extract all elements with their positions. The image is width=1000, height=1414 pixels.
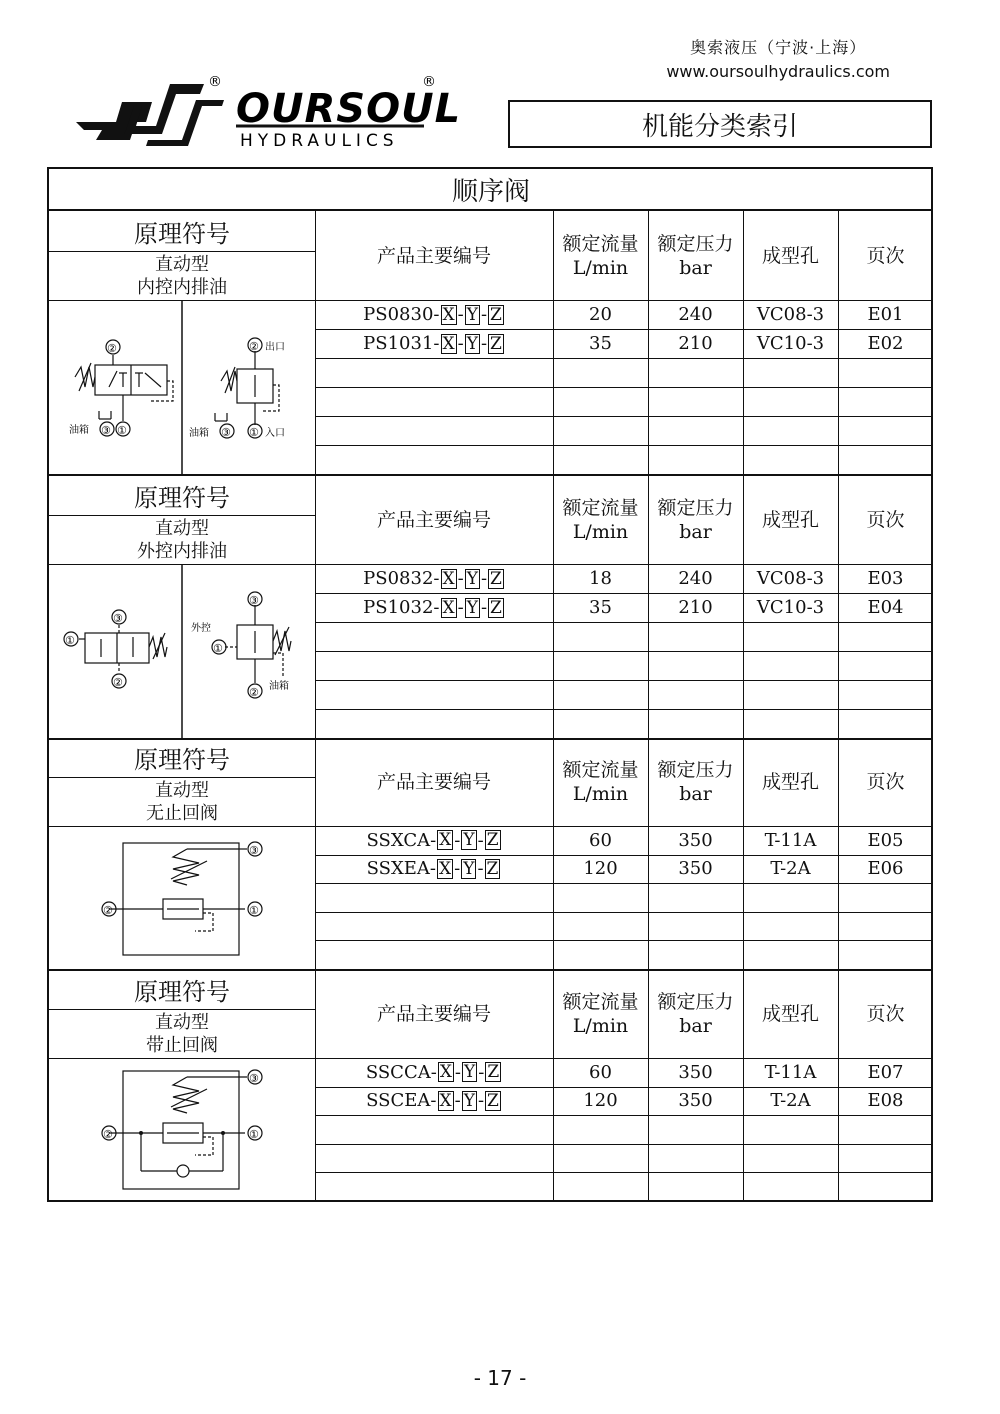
page-ref[interactable]: E06 (867, 858, 904, 880)
valve-type-line1: 直动型 (155, 780, 209, 801)
valve-type (49, 252, 315, 300)
pressure-header (648, 969, 743, 1058)
diagram-port3-label: ③ (249, 1072, 259, 1085)
product-prefix: PS0830- (363, 304, 440, 325)
flow-value: 35 (589, 597, 612, 618)
page-header (838, 969, 933, 1058)
option-z: Z (487, 1090, 499, 1111)
cavity-value: VC10-3 (756, 333, 825, 354)
option-x: X (439, 1062, 452, 1083)
section-title: 机能分类索引 (508, 100, 932, 148)
page-ref[interactable]: E02 (867, 333, 904, 354)
diagram-port3-label: ③ (101, 424, 111, 437)
series-group (49, 737, 933, 969)
page-number: - 17 - (473, 1366, 527, 1390)
pressure-header (648, 211, 743, 300)
option-y: Y (466, 597, 478, 618)
option-x: X (442, 304, 455, 325)
option-z: Z (490, 304, 502, 325)
page-ref[interactable]: E03 (867, 568, 904, 589)
valve-type-line2: 带止回阀 (146, 1035, 218, 1056)
product-header (315, 737, 553, 826)
pressure-header-text: 额定压力 (657, 990, 734, 1013)
option-x: X (442, 568, 455, 589)
principle-symbol-diagram (49, 827, 313, 970)
brand-sub: HYDRAULICS (240, 131, 399, 151)
product-prefix: PS0832- (363, 568, 440, 589)
option-y: Y (464, 1062, 476, 1083)
cavity-header-text: 成型孔 (761, 244, 819, 267)
pressure-header-text: bar (679, 520, 712, 543)
diagram-port2-label: ② (113, 676, 123, 689)
option-y: Y (466, 568, 478, 589)
cavity-header (743, 211, 838, 300)
principle-symbol-diagram (49, 301, 313, 475)
flow-value: 18 (589, 568, 612, 589)
valve-type-line2: 外控内排油 (137, 541, 227, 562)
product-code: PS0830- X - Y - Z (363, 304, 502, 325)
series-group (49, 211, 933, 474)
product-header (315, 211, 553, 300)
option-y: Y (463, 858, 475, 879)
diagram-outlet-label: 出口 (265, 342, 285, 353)
flow-header (553, 737, 648, 826)
option-y: Y (466, 304, 478, 325)
option-y: Y (466, 333, 478, 354)
option-z: Z (486, 858, 499, 879)
diagram-tank-label: 油箱 (189, 428, 209, 439)
product-code: PS0832- X - Y - Z (363, 568, 502, 589)
index-table (47, 167, 933, 1202)
principle-symbol-diagram (49, 565, 313, 739)
cavity-value: VC10-3 (756, 597, 825, 618)
pressure-header-text: bar (679, 256, 712, 279)
website: www.oursoulhydraulics.com (666, 62, 890, 81)
flow-header-text: L/min (572, 782, 629, 805)
diagram-port2-label: ② (103, 1128, 113, 1141)
pressure-value: 240 (678, 304, 713, 325)
cavity-value: VC08-3 (756, 304, 825, 325)
logo-reg-mark: ® (208, 74, 222, 90)
pressure-header-text: 额定压力 (657, 496, 734, 519)
principle-header: 原理符号 (134, 483, 230, 512)
principle-symbol-diagram (49, 1059, 313, 1202)
valve-type (49, 516, 315, 564)
page-header (838, 211, 933, 300)
flow-header-text: L/min (572, 256, 629, 279)
page-header-text: 页次 (866, 770, 905, 793)
flow-header-text: L/min (572, 520, 629, 543)
diagram-port3-label: ③ (249, 594, 259, 607)
pressure-header-text: 额定压力 (657, 232, 734, 255)
company-name: 奥索液压（宁波·上海） (690, 38, 867, 57)
cavity-header-text: 成型孔 (761, 508, 819, 531)
diagram-port3-label: ③ (249, 844, 259, 857)
pressure-header-text: 额定压力 (657, 758, 734, 781)
diagram-tank-label: 油箱 (69, 425, 89, 436)
diagram-inlet-label: 入口 (265, 428, 285, 439)
pressure-value: 350 (678, 829, 713, 851)
pressure-value: 240 (678, 568, 713, 589)
flow-header-text: 额定流量 (562, 990, 639, 1013)
cavity-header (743, 475, 838, 564)
cavity-value: T-11A (764, 1061, 817, 1083)
option-y: Y (463, 1090, 475, 1111)
company-info (666, 36, 890, 84)
product-prefix: SSXEA- (366, 858, 437, 880)
page-ref[interactable]: E08 (867, 1090, 904, 1112)
diagram-port1-label: ① (249, 426, 259, 439)
series-group (49, 969, 933, 1201)
cavity-header-text: 成型孔 (761, 1002, 819, 1025)
cavity-value: T-2A (770, 1090, 811, 1112)
valve-type-line2: 内控内排油 (137, 277, 227, 298)
product-header (315, 969, 553, 1058)
flow-value: 60 (589, 1061, 612, 1083)
brand-reg-mark: ® (422, 74, 436, 90)
page-header (838, 475, 933, 564)
cavity-value: T-2A (770, 858, 811, 880)
pressure-value: 210 (678, 597, 713, 618)
flow-header-text: 额定流量 (562, 758, 639, 781)
option-x: X (439, 858, 452, 879)
cavity-header-text: 成型孔 (761, 770, 819, 793)
valve-type-line2: 无止回阀 (146, 803, 218, 824)
brand-logo (76, 70, 462, 151)
page-header-text: 页次 (866, 244, 905, 267)
diagram-port3-label: ③ (113, 612, 123, 625)
pressure-header-text: bar (679, 1014, 712, 1037)
diagram-port1-label: ① (213, 642, 223, 655)
table-title: 顺序阀 (49, 169, 933, 211)
flow-value: 20 (589, 304, 612, 325)
flow-header (553, 475, 648, 564)
diagram-external-label: 外控 (191, 623, 211, 634)
pressure-header (648, 475, 743, 564)
option-x: X (439, 830, 452, 851)
diagram-tank-label: 油箱 (269, 681, 289, 692)
cavity-header (743, 969, 838, 1058)
logo-emblem-icon (76, 84, 224, 146)
product-header (315, 475, 553, 564)
product-header-text: 产品主要编号 (376, 770, 491, 793)
product-code: SSXCA- X - Y - Z (366, 829, 499, 851)
valve-type (49, 778, 315, 826)
pressure-value: 350 (678, 858, 713, 880)
page-ref[interactable]: E04 (867, 597, 904, 618)
principle-header: 原理符号 (134, 977, 230, 1006)
principle-header: 原理符号 (134, 219, 230, 248)
series-group (49, 475, 933, 738)
brand-name: OURSOUL (236, 86, 462, 132)
pressure-value: 210 (678, 333, 713, 354)
flow-header (553, 969, 648, 1058)
product-header-text: 产品主要编号 (376, 244, 491, 267)
page-header-text: 页次 (866, 1002, 905, 1025)
option-z: Z (486, 830, 499, 851)
product-code: PS1031- X - Y - Z (363, 333, 502, 354)
product-header-text: 产品主要编号 (376, 508, 491, 531)
page-ref[interactable]: E05 (867, 829, 904, 851)
product-header-text: 产品主要编号 (376, 1002, 491, 1025)
diagram-port1-label: ① (117, 424, 127, 437)
option-x: X (442, 597, 455, 618)
cavity-value: T-11A (764, 829, 817, 851)
product-code: SSCEA- X - Y - Z (366, 1090, 499, 1112)
page-header-text: 页次 (866, 508, 905, 531)
cavity-header (743, 737, 838, 826)
option-z: Z (490, 333, 502, 354)
option-y: Y (463, 830, 475, 851)
product-prefix: SSCCA- (365, 1061, 437, 1083)
diagram-port2-label: ② (249, 686, 259, 699)
flow-value: 60 (589, 829, 612, 851)
diagram-port1-label: ① (249, 904, 259, 917)
valve-type (49, 1010, 315, 1058)
diagram-port2-label: ② (249, 340, 259, 353)
product-prefix: SSCEA- (366, 1090, 437, 1112)
flow-header-text: L/min (572, 1014, 629, 1037)
valve-type-line1: 直动型 (155, 518, 209, 539)
flow-value: 120 (583, 1090, 618, 1112)
pressure-header-text: bar (679, 782, 712, 805)
diagram-port1-label: ① (249, 1128, 259, 1141)
diagram-port1-label: ① (65, 634, 75, 647)
diagram-port2-label: ② (107, 342, 117, 355)
flow-header (553, 211, 648, 300)
flow-value: 35 (589, 333, 612, 354)
diagram-port3-label: ③ (221, 426, 231, 439)
pressure-value: 350 (678, 1061, 713, 1083)
valve-type-line1: 直动型 (155, 254, 209, 275)
flow-header-text: 额定流量 (562, 496, 639, 519)
product-prefix: SSXCA- (366, 829, 437, 851)
flow-header-text: 额定流量 (562, 232, 639, 255)
diagram-port2-label: ② (103, 904, 113, 917)
pressure-header (648, 737, 743, 826)
product-code: SSCCA- X - Y - Z (365, 1061, 500, 1083)
product-prefix: PS1032- (363, 597, 440, 618)
flow-value: 120 (583, 858, 618, 880)
page-header (838, 737, 933, 826)
product-code: SSXEA- X - Y - Z (366, 858, 499, 880)
cavity-value: VC08-3 (756, 568, 825, 589)
option-x: X (439, 1090, 452, 1111)
option-z: Z (490, 568, 502, 589)
option-z: Z (487, 1062, 500, 1083)
product-prefix: PS1031- (363, 333, 440, 354)
page-ref[interactable]: E07 (867, 1061, 904, 1083)
principle-header: 原理符号 (134, 745, 230, 774)
valve-type-line1: 直动型 (155, 1012, 209, 1033)
option-x: X (442, 333, 455, 354)
page-ref[interactable]: E01 (867, 304, 904, 325)
pressure-value: 350 (678, 1090, 713, 1112)
option-z: Z (490, 597, 502, 618)
product-code: PS1032- X - Y - Z (363, 597, 502, 618)
